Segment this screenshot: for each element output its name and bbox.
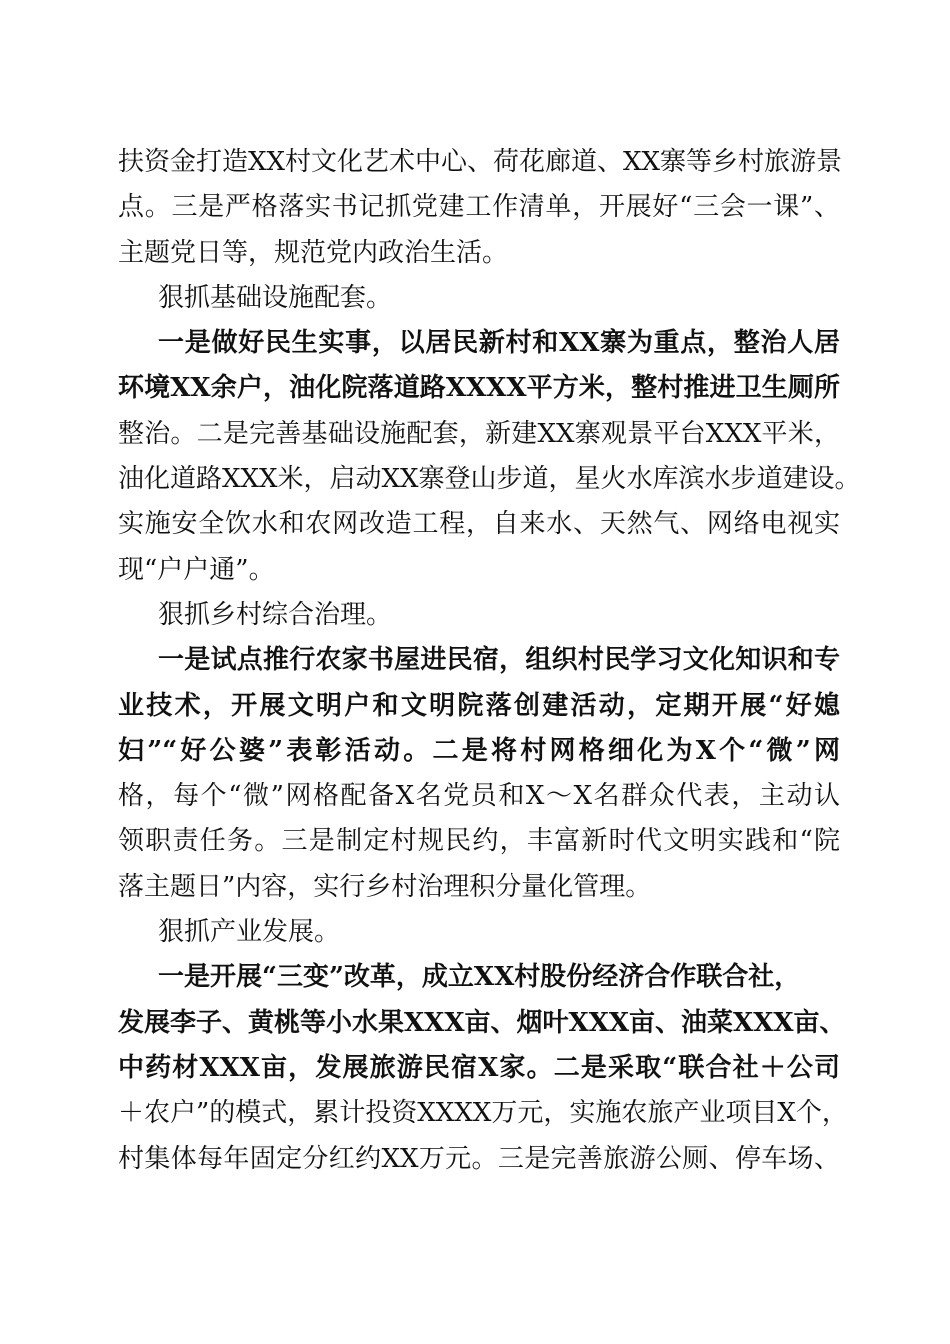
text-line: 整治。二是完善基础设施配套，新建XX寨观景平台XXX平米， <box>118 418 840 449</box>
section-heading: 狠抓乡村综合治理。 <box>158 599 393 630</box>
text-line: 油化道路XXX米，启动XX寨登山步道，星火水库滨水步道建设。 <box>118 464 861 495</box>
text-line: 格，每个“微”网格配备X名党员和X～X名群众代表，主动认 <box>118 781 840 812</box>
section-heading: 狠抓产业发展。 <box>158 917 341 948</box>
text-line: 领职责任务。三是制定村规民约，丰富新时代文明实践和“院 <box>118 826 840 857</box>
text-line: 妇”“好公婆”表彰活动。二是将村网格细化为X个“微”网 <box>118 735 840 766</box>
text-line: ＋农户”的模式，累计投资XXXX万元，实施农旅产业项目X个， <box>118 1098 848 1129</box>
text-line: 一是做好民生实事，以居民新村和XX寨为重点，整治人居 <box>158 328 840 359</box>
text-line: 中药材XXX亩，发展旅游民宿X家。二是采取“联合社＋公司 <box>118 1052 840 1083</box>
text-line: 发展李子、黄桃等小水果XXX亩、烟叶XXX亩、油菜XXX亩、 <box>118 1007 846 1038</box>
section-heading: 狠抓基础设施配套。 <box>158 282 393 313</box>
text-line: 一是开展“三变”改革，成立XX村股份经济合作联合社， <box>158 962 801 993</box>
document-body <box>118 140 861 1182</box>
text-line: 现“户户通”。 <box>118 554 275 585</box>
text-line: 一是试点推行农家书屋进民宿，组织村民学习文化知识和专 <box>158 645 840 676</box>
text-line: 落主题日”内容，实行乡村治理积分量化管理。 <box>118 871 652 902</box>
text-line: 村集体每年固定分红约XX万元。三是完善旅游公厕、停车场、 <box>118 1143 840 1174</box>
text-line: 实施安全饮水和农网改造工程，自来水、天然气、网络电视实 <box>118 509 840 540</box>
text-line: 扶资金打造XX村文化艺术中心、荷花廊道、XX寨等乡村旅游景 <box>118 147 843 177</box>
text-line: 环境XX余户，油化院落道路XXXX平方米，整村推进卫生厕所 <box>118 373 840 404</box>
text-line: 点。三是严格落实书记抓党建工作清单，开展好“三会一课”、 <box>118 192 840 223</box>
text-line: 业技术，开展文明户和文明院落创建活动，定期开展“好媳 <box>118 690 840 721</box>
text-line: 主题党日等，规范党内政治生活。 <box>118 237 509 268</box>
